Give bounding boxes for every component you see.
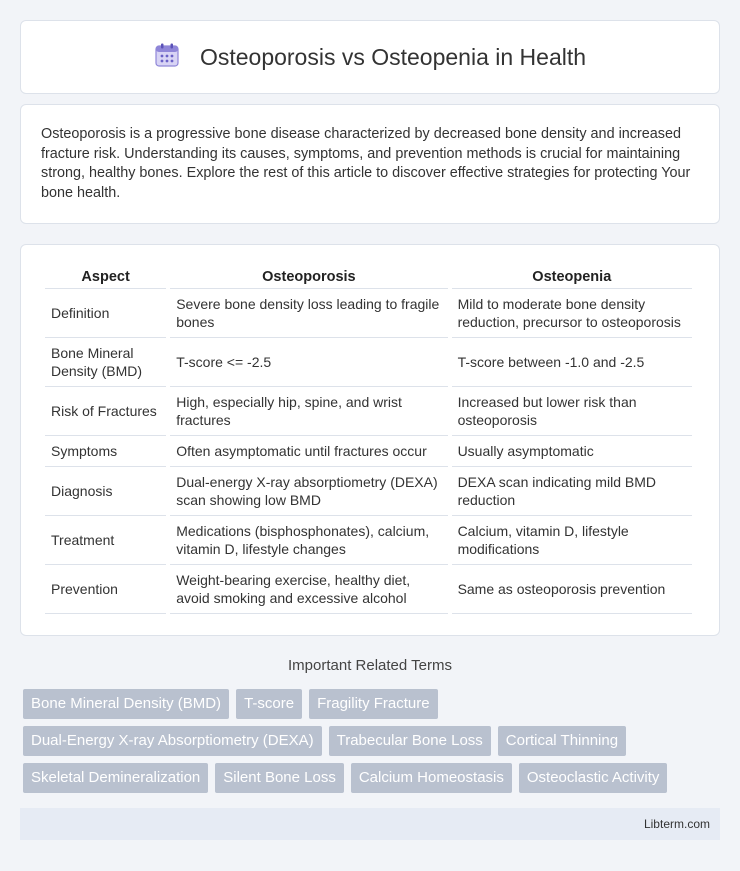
table-cell: T-score <= -2.5 xyxy=(170,338,447,387)
footer xyxy=(20,808,720,840)
intro-card xyxy=(20,104,720,224)
table-cell: Definition xyxy=(45,288,166,338)
table-cell: Calcium, vitamin D, lifestyle modifications xyxy=(452,516,692,565)
related-terms-title: Important Related Terms xyxy=(288,657,452,674)
intro-paragraph: Osteoporosis is a progressive bone disease characterized by decreased bone density and increased fracture risk. Understanding its causes, symptoms, and prevention methods is crucial for maintaining strong, healthy bones. Explore the rest of this article to discover effective strategies for protecting Your bone health. xyxy=(41,126,691,201)
footer-brand-link[interactable]: Libterm.com xyxy=(643,817,710,831)
tag-bone-mineral-density[interactable]: Bone Mineral Density (BMD) xyxy=(23,689,229,719)
table-cell: Often asymptomatic until fractures occur xyxy=(170,436,447,467)
table-row xyxy=(45,338,692,387)
table-row xyxy=(45,565,692,614)
tag-fragility-fracture[interactable]: Fragility Fracture xyxy=(309,689,438,719)
tag-osteoclastic-activity[interactable]: Osteoclastic Activity xyxy=(519,763,668,793)
table-cell: Severe bone density loss leading to fragile bones xyxy=(170,288,447,338)
comparison-table xyxy=(41,265,696,614)
table-cell: Prevention xyxy=(45,565,166,614)
table-cell: High, especially hip, spine, and wrist fractures xyxy=(170,387,447,436)
tag-row xyxy=(23,689,723,719)
tag-cortical-thinning[interactable]: Cortical Thinning xyxy=(498,726,626,756)
tag-skeletal-demineralization[interactable]: Skeletal Demineralization xyxy=(23,763,208,793)
calendar-icon xyxy=(154,42,180,73)
table-cell: Risk of Fractures xyxy=(45,387,166,436)
table-cell: Weight-bearing exercise, healthy diet, avoid smoking and excessive alcohol xyxy=(170,565,447,614)
table-cell: DEXA scan indicating mild BMD reduction xyxy=(452,467,692,516)
column-header-aspect: Aspect xyxy=(81,269,130,285)
tag-dexa[interactable]: Dual-Energy X-ray Absorptiometry (DEXA) xyxy=(23,726,322,756)
table-row xyxy=(45,387,692,436)
table-row xyxy=(45,288,692,338)
tag-trabecular-bone-loss[interactable]: Trabecular Bone Loss xyxy=(329,726,491,756)
table-cell: Diagnosis xyxy=(45,467,166,516)
tag-row xyxy=(23,726,723,756)
page-title: Osteoporosis vs Osteopenia in Health xyxy=(199,43,587,70)
table-cell: T-score between -1.0 and -2.5 xyxy=(452,338,692,387)
table-cell: Increased but lower risk than osteoporosis xyxy=(452,387,692,436)
related-terms-list xyxy=(23,689,723,800)
table-cell: Treatment xyxy=(45,516,166,565)
column-header-osteoporosis: Osteoporosis xyxy=(262,269,356,285)
table-row xyxy=(45,436,692,467)
table-cell: Symptoms xyxy=(45,436,166,467)
tag-silent-bone-loss[interactable]: Silent Bone Loss xyxy=(215,763,344,793)
table-cell: Usually asymptomatic xyxy=(452,436,692,467)
table-cell: Dual-energy X-ray absorptiometry (DEXA) scan showing low BMD xyxy=(170,467,447,516)
table-row xyxy=(45,516,692,565)
header-card xyxy=(20,20,720,94)
table-cell: Bone Mineral Density (BMD) xyxy=(45,338,166,387)
tag-t-score[interactable]: T-score xyxy=(236,689,302,719)
tag-row xyxy=(23,763,723,793)
table-cell: Medications (bisphosphonates), calcium, vitamin D, lifestyle changes xyxy=(170,516,447,565)
table-row xyxy=(45,467,692,516)
comparison-card xyxy=(20,244,720,636)
column-header-osteopenia: Osteopenia xyxy=(532,269,612,285)
tag-calcium-homeostasis[interactable]: Calcium Homeostasis xyxy=(351,763,512,793)
table-cell: Mild to moderate bone density reduction, precursor to osteoporosis xyxy=(452,288,692,338)
table-cell: Same as osteoporosis prevention xyxy=(452,565,692,614)
